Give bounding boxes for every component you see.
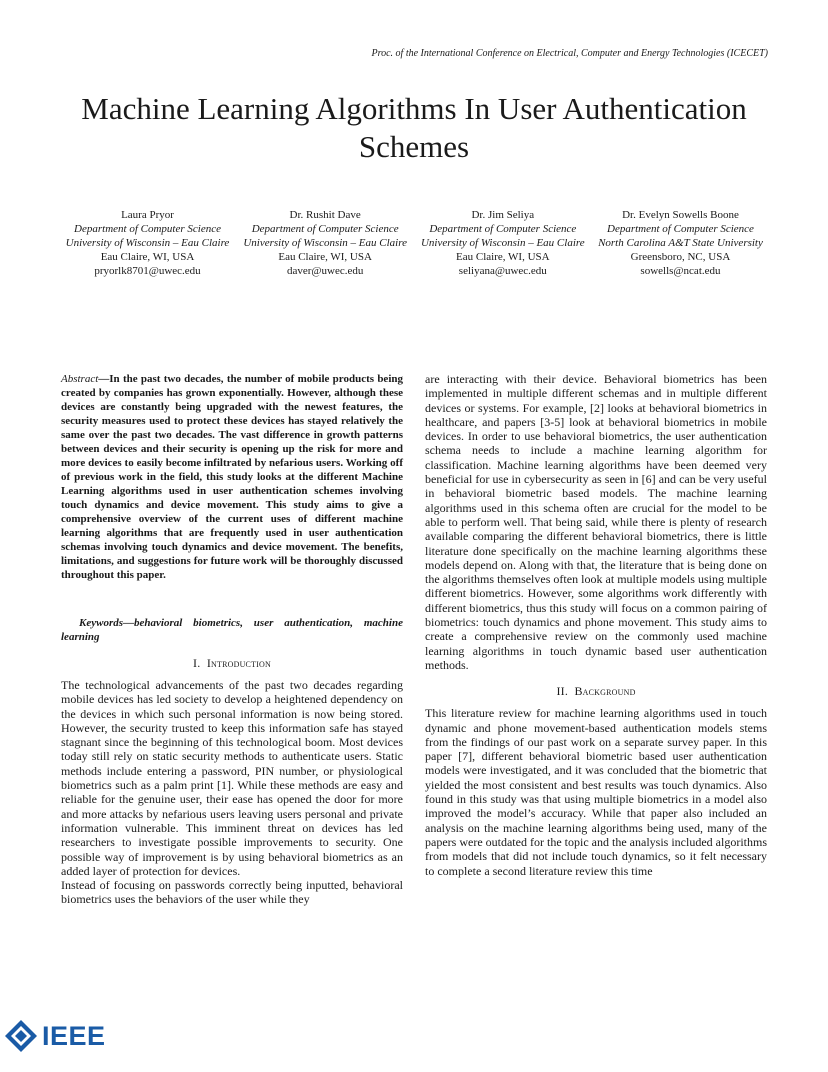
abstract bbox=[61, 372, 403, 582]
author-email: pryorlk8701@uwec.edu bbox=[94, 265, 201, 277]
author-univ: North Carolina A&T State University bbox=[598, 237, 763, 249]
section-number: I. bbox=[193, 656, 201, 670]
paragraph: Instead of focusing on passwords correctly being inputted, behavioral biometrics uses the behaviors of the user while they bbox=[61, 878, 403, 907]
author-univ: University of Wisconsin – Eau Claire bbox=[65, 237, 230, 249]
author-name: Dr. Jim Seliya bbox=[471, 209, 535, 221]
author-email: sowells@ncat.edu bbox=[640, 265, 721, 277]
author-email: daver@uwec.edu bbox=[286, 265, 364, 277]
section-heading-background bbox=[425, 684, 767, 698]
keywords: Keywords—behavioral biometrics, user authentication, machine learning bbox=[61, 617, 403, 643]
author-name: Dr. Rushit Dave bbox=[289, 209, 361, 221]
paragraph: This literature review for machine learning algorithms used in touch dynamic and phone movement-based authentication models stems from the findings of our past work on a separate survey paper. In this paper [7], different behavioral biometric based user authentication models were investigated, and it was concluded that the biometric that yielded the most consistent and best results was touch dynamics. Also found in this study was that using multiple biometrics in a model also improved the model’s accuracy. While that paper also included an analysis on the machine learning algorithms being used, many of the papers were outdated for the topic and the analysis included algorithms from models that did not include touch dynamics, so it felt necessary to complete a second literature review this time bbox=[425, 706, 767, 878]
section-number: II. bbox=[556, 684, 569, 699]
section-title: Introduction bbox=[206, 656, 271, 670]
author-location: Eau Claire, WI, USA bbox=[278, 251, 372, 263]
author-univ: University of Wisconsin – Eau Claire bbox=[243, 237, 407, 249]
paragraph: are interacting with their device. Behavioral biometrics has been implemented in multiple different schemas and in multiple different devices or systems. For example, [2] looks at behavioral biometrics in healthcare, and papers [3-5] look at behavioral biometrics in mobile devices. In order to use behavioral biometrics, the user authentication schema needs to include a machine learning algorithm for classification. Machine learning algorithms have been deemed very beneficial for use in cybersecurity as seen in [6] and can be very useful in behavioral biometric based models. The machine learning algorithms used in this schema often are crucial for the model to be able to perform well. That being said, while there is plenty of research available comparing the different behavioral biometrics, there is little literature done specifically on the machine learning algorithms these models depend on. Along with that, the literature that is being done on the algorithms themselves often look at multiple models using multiple different biometrics. However, some algorithms work differently with different biometrics, thus this study will focus on a common pairing of biometrics: touch dynamics and phone movement. This study aims to create a comprehensive review on the commonly used machine learning algorithms in touch dynamic based user authentication methods. bbox=[425, 372, 767, 672]
right-column bbox=[425, 372, 767, 878]
author-dept: Department of Computer Science bbox=[74, 223, 221, 235]
author-location: Greensboro, NC, USA bbox=[630, 251, 731, 263]
ieee-wordmark: IEEE bbox=[42, 1020, 106, 1051]
author-1 bbox=[60, 208, 235, 278]
author-dept: Department of Computer Science bbox=[429, 223, 577, 235]
author-2 bbox=[238, 208, 413, 278]
author-name: Laura Pryor bbox=[121, 209, 174, 221]
paper-title: Machine Learning Algorithms In User Authentication Schemes bbox=[81, 91, 747, 164]
abstract-lead: Abstract bbox=[61, 373, 99, 385]
author-location: Eau Claire, WI, USA bbox=[100, 251, 195, 263]
left-column bbox=[61, 372, 403, 907]
author-dept: Department of Computer Science bbox=[251, 223, 399, 235]
author-email: seliyana@uwec.edu bbox=[458, 265, 547, 277]
author-name: Dr. Evelyn Sowells Boone bbox=[622, 209, 739, 221]
author-4 bbox=[593, 208, 768, 278]
abstract-body: —In the past two decades, the number of mobile products being created by companies has grown exponentially. However, although these devices are constantly being upgraded with the newest features, the security measures used to protect these devices has stayed relatively the same over the past two decades. The vast difference in growth patterns between devices and their security is opening up the risk for more and more devices to easily become infiltrated by nefarious users. Working off of previous work in the field, this study looks at the different Machine Learning algorithms used in user authentication schemes involving touch dynamics and device movement. This study aims to give a comprehensive overview of the current uses of different machine learning algorithms that are frequently used in user authentication schemas involving touch dynamics and device movement. The benefits, limitations, and suggestions for future work will be thoroughly discussed throughout this paper. bbox=[61, 373, 403, 581]
ieee-logo bbox=[4, 1016, 124, 1056]
author-dept: Department of Computer Science bbox=[607, 223, 754, 235]
author-location: Eau Claire, WI, USA bbox=[456, 251, 550, 263]
author-block bbox=[60, 208, 768, 278]
ieee-diamond-icon bbox=[4, 1019, 38, 1053]
author-univ: University of Wisconsin – Eau Claire bbox=[420, 237, 585, 249]
section-title: Background bbox=[574, 684, 636, 699]
conference-header: Proc. of the International Conference on Electrical, Computer and Energy Technologies (ICECET) bbox=[371, 48, 768, 59]
author-3 bbox=[415, 208, 590, 278]
section-heading-introduction bbox=[61, 656, 403, 670]
paragraph: The technological advancements of the past two decades regarding mobile devices has led society to develop a heightened dependency on the devices in which such personal information is now being stored. However, the security trusted to keep this information safe has stayed stagnant since the beginning of this technological boom. Most devices today still rely on static security methods to authenticate users. Static methods include entering a password, PIN number, or physiological biometrics such as a palm print [1]. While these methods are easy and reliable for the genuine user, their ease has opened the door for more and more attacks by nefarious users leaving users personal and private information vulnerable. This imminent threat on devices has led researchers to investigate possible improvements to security. One possible way of improvement is by using behavioral biometrics as an added layer of protection for devices. bbox=[61, 678, 403, 878]
